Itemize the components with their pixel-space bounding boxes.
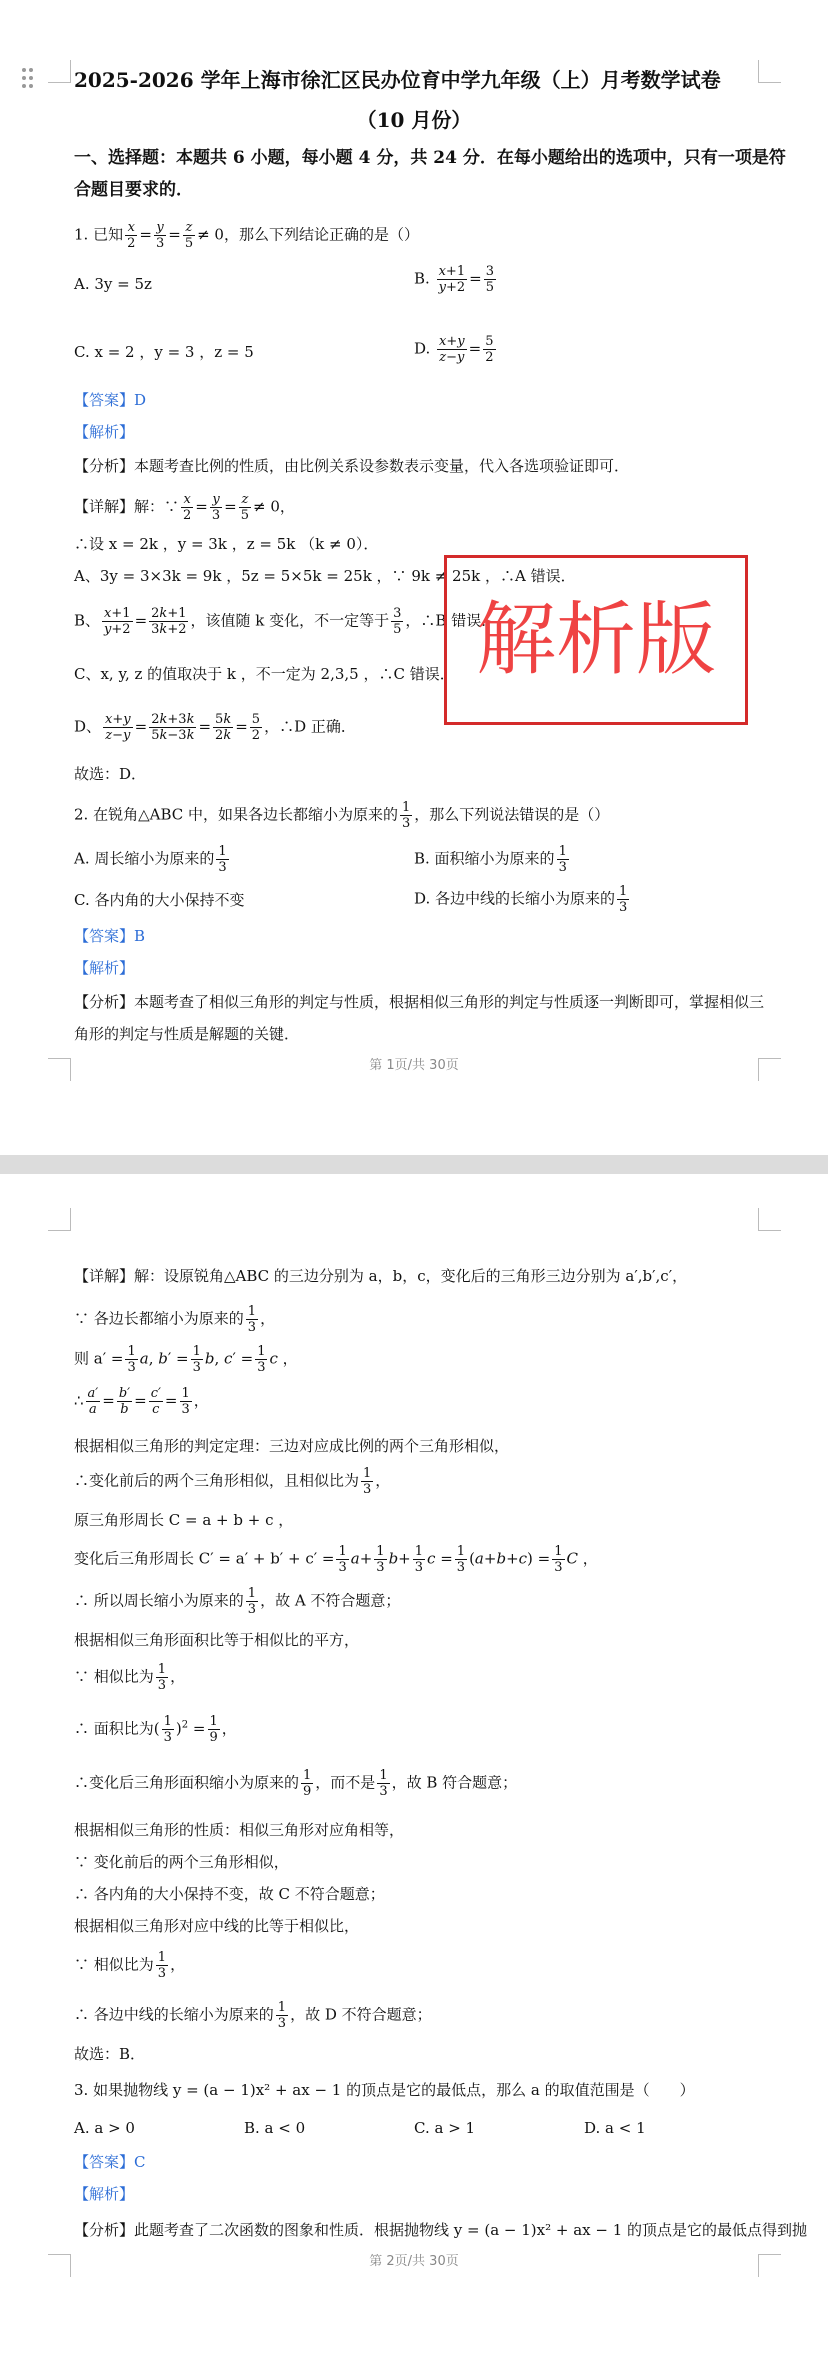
detail-line: ∴ 所以周长缩小为原来的 $\frac{1}{3}$ ，故 A 不符合题意； (74, 1586, 401, 1617)
q2-option-d: D. 各边中线的长缩小为原来的 $\frac{1}{3}$ (414, 884, 628, 915)
page-corner-mark (758, 60, 781, 83)
q1-line-c: C、x, y, z 的值取决于 k ，不一定为 2,3,5 ，∴C 错误． (74, 665, 455, 683)
q3-option-d: D. a < 1 (584, 2119, 646, 2137)
detail-line: ∴ $\frac{a'}{a}$ = $\frac{b'}{b}$ = $\frac{c'}{c}$ = $\frac{1}{3}$ ， (74, 1386, 209, 1417)
page-corner-mark (48, 60, 71, 83)
q1-option-a: A. 3y = 5z (74, 275, 152, 293)
q2-detail: 【详解】解：设原锐角△ABC 的三边分别为 a，b，c，变化后的三角形三边分别为 a′,b′,c′， (74, 1267, 688, 1285)
q3-analysis: 【分析】此题考查了二次函数的图象和性质．根据抛物线 y = (a − 1)x² + ax − 1 的顶点是它的最低点得到抛 (74, 2221, 808, 2239)
drag-handle-icon[interactable] (22, 68, 34, 90)
q1-choose: 故选：D． (74, 765, 147, 783)
q2-analysis-cont: 角形的判定与性质是解题的关键． (74, 1025, 300, 1043)
q1-line-d: D、 $\frac{x+y}{z-y}$ = $\frac{2k+3k}{5k-3k}$ = $\frac{5k}{2k}$ = $\frac{5}{2}$ ，∴D 正确． (74, 712, 356, 743)
page-gap (0, 1155, 828, 1174)
q1-option-d: D. $\frac{x+y}{z-y}$ = $\frac{5}{2}$ (414, 334, 494, 365)
q2-analysis: 【分析】本题考查了相似三角形的判定与性质，根据相似三角形的判定与性质逐一判断即可，掌握相似三 (74, 993, 765, 1011)
page-footer: 第 2页/共 30页 (369, 2254, 459, 2269)
q2-answer: 【答案】B (74, 927, 146, 945)
q3-option-c: C. a > 1 (414, 2119, 476, 2137)
detail-line: ∴变化后三角形面积缩小为原来的 $\frac{1}{9}$ ，而不是 $\frac{1}{3}$ ，故 B 符合题意； (74, 1768, 518, 1799)
detail-line: ∴变化前后的两个三角形相似，且相似比为 $\frac{1}{3}$ ， (74, 1466, 391, 1497)
q1-option-b: B. $\frac{x+1}{y+2}$ = $\frac{3}{5}$ (414, 264, 494, 295)
detail-line: ∵ 相似比为 $\frac{1}{3}$ ， (74, 1950, 186, 1981)
q3-analysis-tag: 【解析】 (74, 2185, 135, 2203)
q2-option-c: C. 各内角的大小保持不变 (74, 891, 245, 909)
q2-analysis-tag: 【解析】 (74, 959, 135, 977)
page-corner-mark (758, 1208, 781, 1231)
q1-detail: 【详解】解：∵ $\frac{x}{2}$ = $\frac{y}{3}$ = $\frac{z}{5}$ ≠ 0， (74, 492, 295, 523)
doc-subtitle: （10 月份） (356, 108, 472, 132)
q2-stem: 2. 在锐角△ABC 中，如果各边长都缩小为原来的 $\frac{1}{3}$ ，那么下列说法错误的是（） (74, 800, 610, 831)
q3-option-b: B. a < 0 (244, 2119, 306, 2137)
page-2 (0, 1174, 828, 2353)
detail-line: ∴ 面积比为( $\frac{1}{3}$ )$^2$ = $\frac{1}{9}$ ， (74, 1714, 237, 1745)
q2-option-b: B. 面积缩小为原来的 $\frac{1}{3}$ (414, 844, 567, 875)
q3-option-a: A. a > 0 (74, 2119, 135, 2137)
detail-line: ∴ 各边中线的长缩小为原来的 $\frac{1}{3}$ ，故 D 不符合题意； (74, 2000, 432, 2031)
detail-line: ∵ 变化前后的两个三角形相似， (74, 1853, 289, 1871)
detail-line: 根据相似三角形对应中线的比等于相似比， (74, 1917, 360, 1935)
page-1 (0, 0, 828, 1155)
q2-option-a: A. 周长缩小为原来的 $\frac{1}{3}$ (74, 844, 227, 875)
q1-stem: 1. 已知 $\frac{x}{2}$ = $\frac{y}{3}$ = $\frac{z}{5}$ ≠ 0，那么下列结论正确的是（） (74, 220, 419, 251)
detail-line: ∴ 各内角的大小保持不变，故 C 不符合题意； (74, 1885, 385, 1903)
detail-line: ∵ 相似比为 $\frac{1}{3}$ ， (74, 1662, 186, 1693)
section-heading: 一、选择题：本题共 6 小题，每小题 4 分，共 24 分．在每小题给出的选项中，只有一项是符 (74, 148, 786, 168)
watermark-stamp: 解析版 (444, 555, 748, 725)
q1-line-b: B、 $\frac{x+1}{y+2}$ = $\frac{2k+1}{3k+2}$ ，该值随 k 变化，不一定等于 $\frac{3}{5}$ ，∴B 错误． (74, 606, 497, 637)
q1-answer: 【答案】D (74, 391, 147, 409)
q1-analysis: 【分析】本题考查比例的性质，由比例关系设参数表示变量，代入各选项验证即可． (74, 457, 630, 475)
doc-title: 2025-2026 学年上海市徐汇区民办位育中学九年级（上）月考数学试卷 (74, 68, 721, 92)
q1-analysis-tag: 【解析】 (74, 423, 135, 441)
page-corner-mark (48, 1208, 71, 1231)
q1-option-c: C. x = 2 ，y = 3 ，z = 5 (74, 343, 254, 361)
q1-line-a: A、3y = 3×3k = 9k ，5z = 5×5k = 25k ，∵ 9k ≠ 25k ，∴A 错误． (74, 567, 576, 585)
detail-line: 变化后三角形周长 C′ = a′ + b′ + c′ = $\frac{1}{3}$ a+ $\frac{1}{3}$ b+ $\frac{1}{3}$ c = $\frac{1}{3}$ (a+b+c) = $\frac{1}{3}$ C ， (74, 1544, 598, 1575)
q3-stem: 3. 如果抛物线 y = (a − 1)x² + ax − 1 的顶点是它的最低点，那么 a 的取值范围是（ ） (74, 2081, 695, 2099)
detail-line: ∵ 各边长都缩小为原来的 $\frac{1}{3}$ ， (74, 1304, 276, 1335)
detail-line: 根据相似三角形面积比等于相似比的平方， (74, 1631, 360, 1649)
detail-line: 则 a′ = $\frac{1}{3}$ a, b′ = $\frac{1}{3}$ b, c′ = $\frac{1}{3}$ c ， (74, 1344, 298, 1375)
q3-answer: 【答案】C (74, 2153, 146, 2171)
detail-line: 根据相似三角形的判定定理：三边对应成比例的两个三角形相似， (74, 1437, 510, 1455)
page-footer: 第 1页/共 30页 (369, 1058, 459, 1073)
q1-set-line: ∴设 x = 2k ，y = 3k ，z = 5k （k ≠ 0）． (74, 535, 379, 553)
q2-choose: 故选：B． (74, 2045, 146, 2063)
detail-line: 原三角形周长 C = a + b + c ， (74, 1511, 294, 1529)
section-heading-cont: 合题目要求的． (74, 180, 193, 200)
detail-line: 根据相似三角形的性质：相似三角形对应角相等， (74, 1821, 405, 1839)
